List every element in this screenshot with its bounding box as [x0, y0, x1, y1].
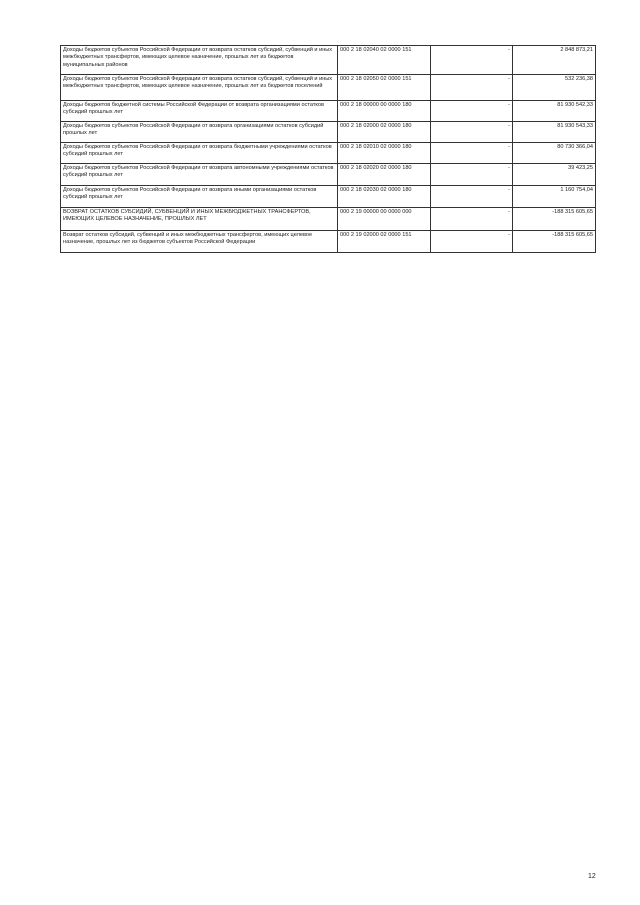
row-amount: 532 236,38: [513, 75, 596, 101]
table-row: [61, 164, 596, 186]
row-name: Доходы бюджетов субъектов Российской Федерации от возврата остатков субсидий, субвенций и иных межбюджетных трансфертов, имеющих целевое назначение, прошлых лет из бюджетов муниципальных районов: [61, 46, 338, 75]
row-amount: 39 423,25: [513, 164, 596, 186]
row-name: Доходы бюджетов бюджетной системы Российской Федерации от возврата организациями остатков субсидий прошлых лет: [61, 101, 338, 122]
row-name: Доходы бюджетов субъектов Российской Федерации от возврата организациями остатков субсидий прошлых лет: [61, 122, 338, 143]
row-code: 000 2 18 02030 02 0000 180: [338, 186, 431, 208]
page-number: 12: [588, 873, 596, 880]
row-code: 000 2 19 00000 00 0000 000: [338, 208, 431, 231]
table-row: [61, 75, 596, 101]
row-code: 000 2 18 00000 00 0000 180: [338, 101, 431, 122]
row-amount: -188 315 605,65: [513, 208, 596, 231]
table-row: [61, 122, 596, 143]
budget-revenue-table: [60, 45, 596, 253]
row-code: 000 2 19 02000 02 0000 151: [338, 231, 431, 253]
row-amount: 81 930 542,33: [513, 101, 596, 122]
table-row: [61, 101, 596, 122]
table-row: [61, 231, 596, 253]
row-code: 000 2 18 02050 02 0000 151: [338, 75, 431, 101]
row-name: Доходы бюджетов субъектов Российской Федерации от возврата автономными учреждениями остатков субсидий прошлых лет: [61, 164, 338, 186]
row-name: ВОЗВРАТ ОСТАТКОВ СУБСИДИЙ, СУБВЕНЦИЙ И ИНЫХ МЕЖБЮДЖЕТНЫХ ТРАНСФЕРТОВ, ИМЕЮЩИХ ЦЕЛЕВОЕ НАЗНАЧЕНИЕ, ПРОШЛЫХ ЛЕТ: [61, 208, 338, 231]
row-plan: -: [431, 208, 513, 231]
row-amount: 81 930 543,33: [513, 122, 596, 143]
row-amount: 1 160 754,04: [513, 186, 596, 208]
row-plan: -: [431, 186, 513, 208]
row-amount: -188 315 605,65: [513, 231, 596, 253]
row-plan: -: [431, 231, 513, 253]
table-row: [61, 46, 596, 75]
row-name: Возврат остатков субсидий, субвенций и иных межбюджетных трансфертов, имеющих целевое назначение, прошлых лет из бюджетов субъектов Российской Федерации: [61, 231, 338, 253]
row-plan: -: [431, 164, 513, 186]
row-code: 000 2 18 02000 02 0000 180: [338, 122, 431, 143]
table-row: [61, 143, 596, 164]
row-code: 000 2 18 02040 02 0000 151: [338, 46, 431, 75]
row-plan: -: [431, 46, 513, 75]
row-name: Доходы бюджетов субъектов Российской Федерации от возврата иными организациями остатков субсидий прошлых лет: [61, 186, 338, 208]
row-amount: 80 730 366,04: [513, 143, 596, 164]
row-code: 000 2 18 02010 02 0000 180: [338, 143, 431, 164]
row-plan: -: [431, 143, 513, 164]
row-name: Доходы бюджетов субъектов Российской Федерации от возврата бюджетными учреждениями остатков субсидий прошлых лет: [61, 143, 338, 164]
row-plan: -: [431, 101, 513, 122]
row-plan: -: [431, 122, 513, 143]
row-amount: 2 848 873,21: [513, 46, 596, 75]
row-name: Доходы бюджетов субъектов Российской Федерации от возврата остатков субсидий, субвенций и иных межбюджетных трансфертов, имеющих целевое назначение, прошлых лет из бюджетов поселений: [61, 75, 338, 101]
table-row: [61, 208, 596, 231]
table-row: [61, 186, 596, 208]
row-code: 000 2 18 02020 02 0000 180: [338, 164, 431, 186]
row-plan: -: [431, 75, 513, 101]
